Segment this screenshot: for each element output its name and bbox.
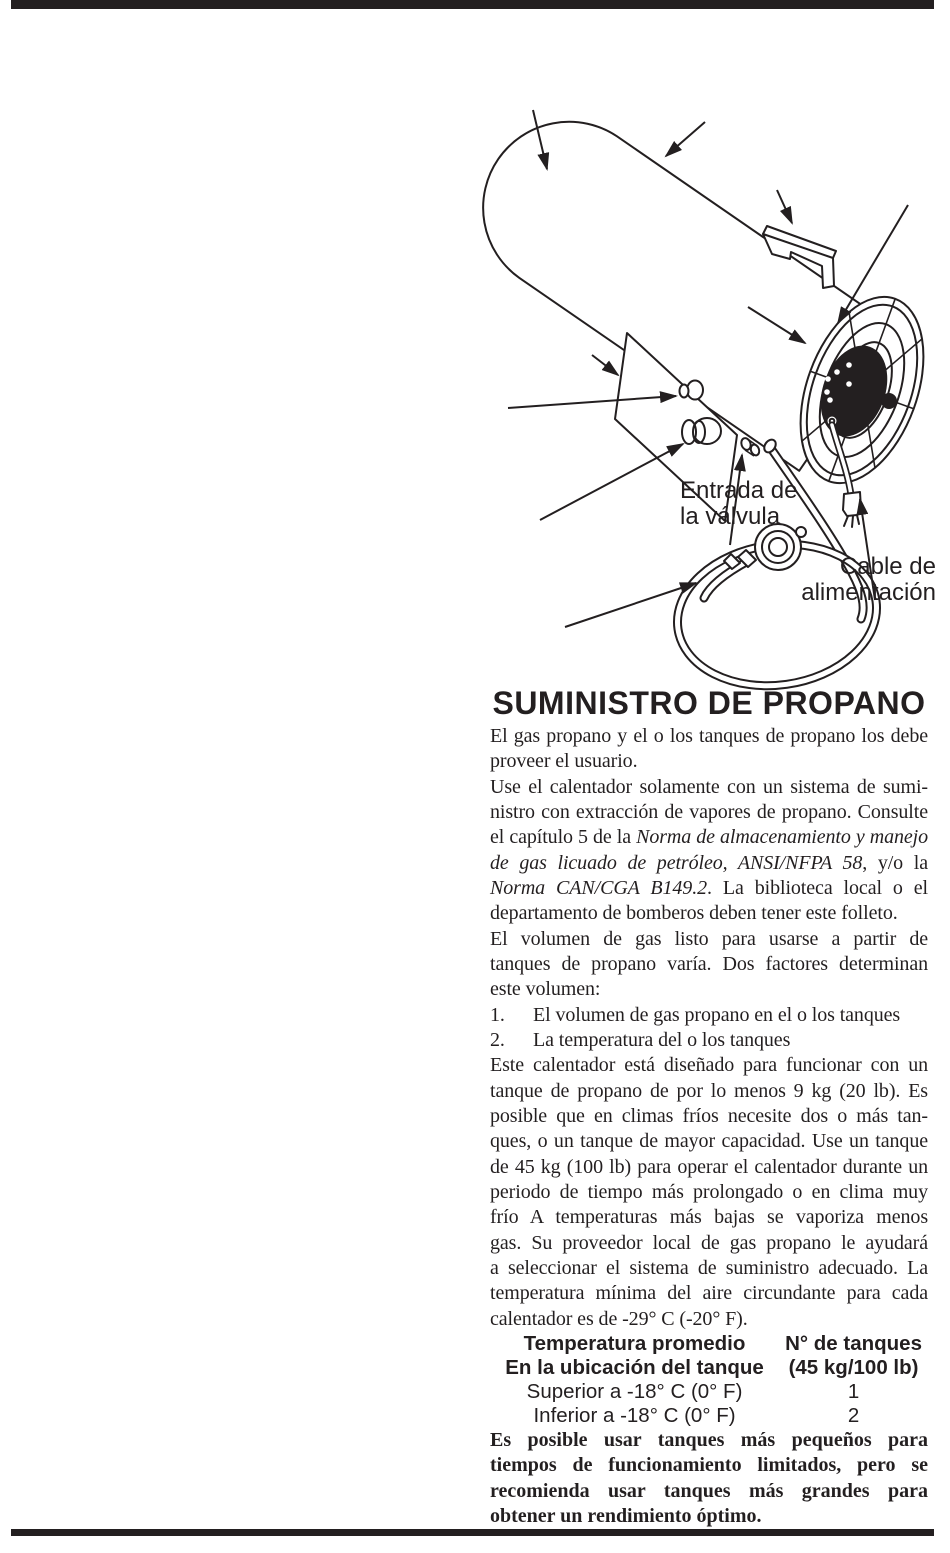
bottom-rule (11, 1529, 934, 1536)
body-line: gas. Su proveedor local de gas propano le ayudará (490, 1231, 928, 1254)
body-line: de gas licuado de petróleo, ANSI/NFPA 58, y/o la (490, 851, 928, 874)
power-cord-label-line2: alimentación (801, 579, 936, 606)
body-line: el capítulo 5 de la Norma de almacenamiento y manejo (490, 826, 929, 849)
closing-line: tiempos de funcionamiento limitados, pero se (490, 1454, 928, 1477)
power-cord-label (801, 554, 936, 606)
body-line: tanques de propano varía. Dos factores determinan (490, 952, 928, 975)
table-cell: Inferior a -18° C (0° F) (533, 1403, 736, 1427)
control-knob-large (682, 418, 721, 444)
closing-line: Es posible usar tanques más pequeños para (490, 1428, 928, 1451)
valve-inlet-label-line1: Entrada de (680, 477, 798, 504)
text-column (490, 686, 928, 1529)
section-title: SUMINISTRO DE PROPANO (492, 685, 926, 721)
body-line: proveer el usuario. (490, 750, 638, 773)
body-line: frío A temperaturas más bajas se vaporiza menos (490, 1206, 928, 1229)
tank-table (490, 1332, 928, 1428)
body-line: de 45 kg (100 lb) para operar el calentador durante un (490, 1155, 928, 1178)
body-line: periodo de tiempo más prolongado o en clima muy (490, 1180, 928, 1203)
heater-figure (480, 95, 950, 705)
closing-line: recomienda usar tanques más grandes para (490, 1479, 928, 1502)
table-header-row (490, 1356, 928, 1380)
closing-line: obtener un rendimiento óptimo. (490, 1505, 762, 1528)
table-header-cell: N° de tanques (785, 1331, 922, 1355)
body-line: temperatura mínima del aire circundante para cada (490, 1282, 928, 1305)
table-header-cell: Temperatura promedio (523, 1331, 746, 1355)
body-line: Use el calentador solamente con un sistema de sumi- (490, 775, 928, 798)
valve-inlet-label (680, 478, 797, 530)
table-row (490, 1380, 928, 1404)
body-line: nistro con extracción de vapores de propano. Consulte (490, 800, 928, 823)
table-header-cell: (45 kg/100 lb) (788, 1355, 919, 1379)
table-cell: 1 (847, 1379, 860, 1403)
table-cell: 2 (847, 1403, 860, 1427)
table-cell: Superior a -18° C (0° F) (526, 1379, 743, 1403)
body-line: Norma CAN/CGA B149.2. La biblioteca local o el (490, 876, 928, 899)
list-item: 2. La temperatura del o los tanques (490, 1028, 791, 1051)
body-line: este volumen: (490, 978, 601, 1001)
plug (843, 492, 861, 516)
body-line: El volumen de gas listo para usarse a partir de (490, 927, 928, 950)
body-line: departamento de bomberos deben tener este folleto. (490, 902, 898, 925)
body-line: ques, o un tanque de mayor capacidad. Use un tanque (490, 1130, 928, 1153)
body-line: Este calentador está diseñado para funcionar con un (490, 1054, 928, 1077)
table-header-row (490, 1332, 928, 1356)
top-rule (11, 0, 934, 9)
body-line: posible que en climas fríos necesite dos o más tan- (490, 1104, 928, 1127)
regulator (724, 524, 806, 570)
body-line: El gas propano y el o los tanques de propano los debe (490, 725, 928, 747)
closing-note (490, 1428, 928, 1530)
body-line: calentador es de -29° C (-20° F). (490, 1307, 748, 1330)
list-item: 1. El volumen de gas propano en el o los tanques (490, 1003, 901, 1026)
body-line: tanque de propano de por lo menos 9 kg (20 lb). Es (490, 1079, 928, 1102)
table-row (490, 1404, 928, 1428)
body-line: a seleccionar el sistema de suministro adecuado. La (490, 1256, 928, 1279)
valve-inlet-label-line2: la válvula (680, 503, 781, 530)
heater-diagram (480, 95, 950, 705)
body-text (490, 724, 928, 1332)
table-header-cell: En la ubicación del tanque (505, 1355, 764, 1379)
power-cord-label-line1: Cable de (839, 553, 936, 580)
